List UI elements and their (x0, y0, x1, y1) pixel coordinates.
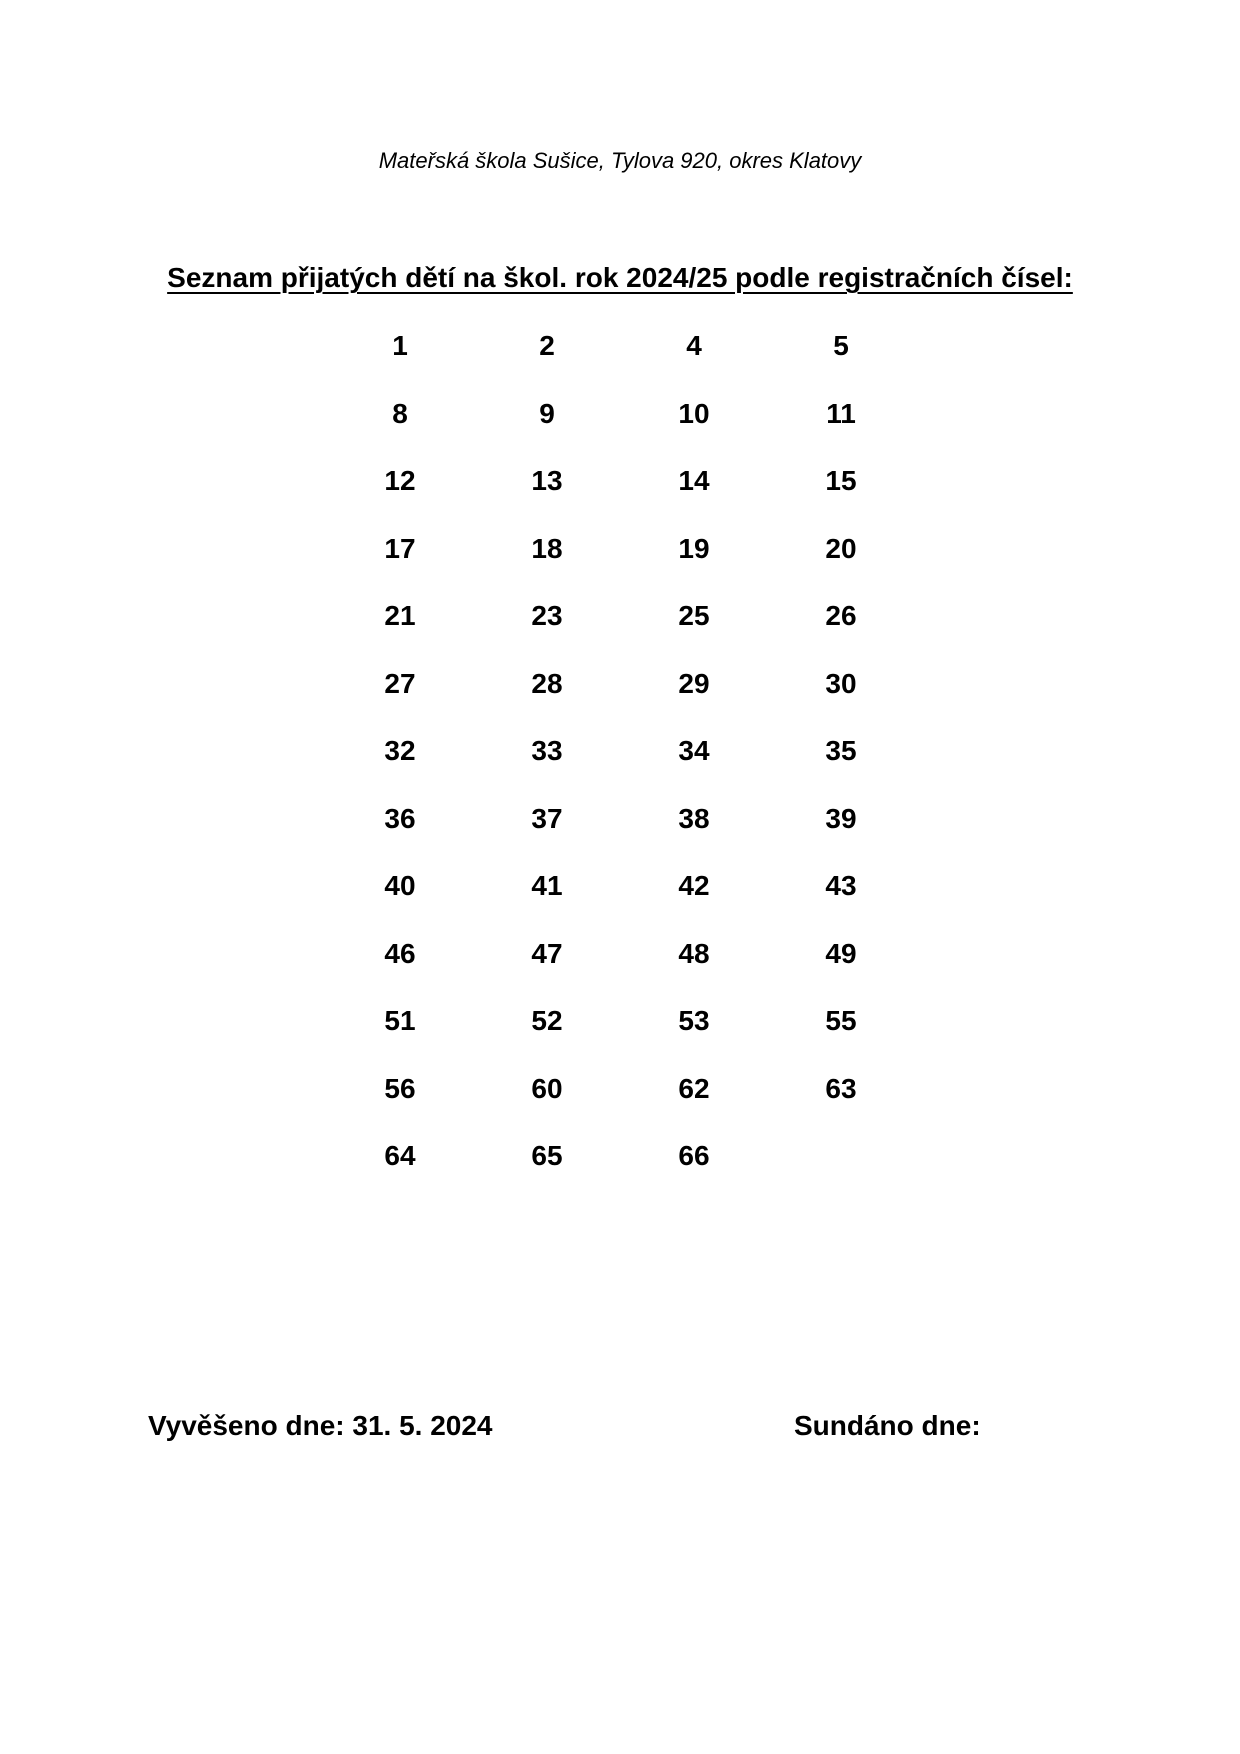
registration-number: 19 (678, 532, 710, 564)
registration-number: 28 (531, 667, 563, 699)
number-row (0, 531, 1240, 599)
number-row (0, 868, 1240, 936)
registration-number: 37 (531, 802, 563, 834)
registration-number: 23 (531, 600, 563, 631)
registration-number: 41 (531, 870, 563, 901)
number-row (0, 1003, 1240, 1071)
registration-number: 48 (678, 937, 710, 969)
registration-number: 52 (531, 1005, 563, 1036)
registration-number: 1 (392, 330, 408, 361)
number-row (0, 463, 1240, 531)
number-row (0, 396, 1240, 464)
registration-number: 25 (678, 600, 710, 631)
registration-number: 14 (678, 465, 710, 496)
registration-number: 51 (384, 1005, 416, 1036)
registration-number: 2 (539, 330, 555, 361)
registration-number: 27 (384, 667, 416, 699)
number-row (0, 666, 1240, 734)
registration-number: 33 (531, 735, 563, 766)
number-row (0, 733, 1240, 801)
registration-number: 17 (384, 532, 416, 564)
registration-number: 26 (825, 600, 857, 631)
registration-number: 11 (826, 397, 856, 429)
registration-number: 8 (392, 397, 408, 429)
registration-number: 39 (825, 802, 857, 834)
registration-number: 21 (384, 600, 416, 631)
registration-number: 29 (678, 667, 710, 699)
posted-date: Vyvěšeno dne: 31. 5. 2024 (148, 1410, 493, 1441)
registration-number: 12 (384, 465, 416, 496)
number-row (0, 328, 1240, 396)
document-title: Seznam přijatých dětí na škol. rok 2024/25 podle registračních čísel: (167, 262, 1073, 293)
registration-number: 53 (678, 1005, 710, 1036)
registration-number: 4 (686, 330, 702, 361)
registration-number: 65 (531, 1140, 563, 1171)
number-row (0, 936, 1240, 1004)
registration-number-grid (0, 328, 1240, 1206)
registration-number: 64 (384, 1140, 416, 1171)
registration-number: 66 (678, 1140, 710, 1171)
registration-number: 42 (678, 870, 710, 901)
registration-number: 30 (825, 667, 857, 699)
registration-number: 36 (384, 802, 416, 834)
registration-number: 62 (678, 1072, 710, 1104)
registration-number: 49 (825, 937, 857, 969)
number-row (0, 1138, 1240, 1206)
registration-number: 10 (678, 397, 710, 429)
registration-number: 5 (833, 330, 849, 361)
registration-number: 15 (825, 465, 857, 496)
registration-number: 56 (384, 1072, 416, 1104)
registration-number: 13 (531, 465, 563, 496)
registration-number: 40 (384, 870, 416, 901)
registration-number: 20 (825, 532, 857, 564)
registration-number: 47 (531, 937, 563, 969)
registration-number: 18 (531, 532, 563, 564)
registration-number: 34 (678, 735, 710, 766)
registration-number: 35 (825, 735, 857, 766)
registration-number: 55 (825, 1005, 857, 1036)
registration-number: 32 (384, 735, 416, 766)
removed-date: Sundáno dne: (794, 1410, 981, 1441)
number-row (0, 1071, 1240, 1139)
number-row (0, 801, 1240, 869)
registration-number: 46 (384, 937, 416, 969)
registration-number: 43 (825, 870, 857, 901)
number-row (0, 598, 1240, 666)
registration-number: 38 (678, 802, 710, 834)
registration-number: 63 (825, 1072, 857, 1104)
registration-number: 60 (531, 1072, 563, 1104)
school-header: Mateřská škola Sušice, Tylova 920, okres Klatovy (378, 148, 862, 173)
registration-number: 9 (539, 397, 555, 429)
